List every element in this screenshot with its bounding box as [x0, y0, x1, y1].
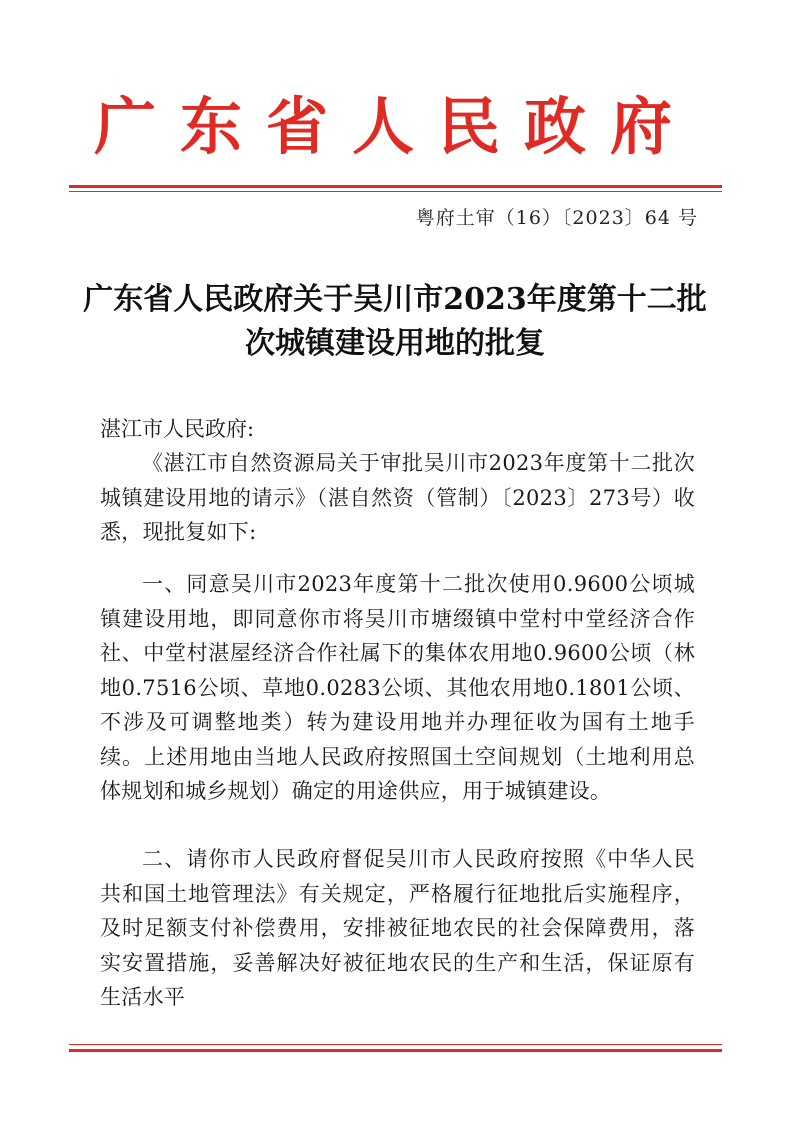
body-paragraph-1: 《湛江市自然资源局关于审批吴川市2023年度第十二批次城镇建设用地的请示》（湛自然资（管制）〔2023〕273号）收悉，现批复如下:	[100, 451, 695, 544]
salutation: 湛江市人民政府:	[100, 417, 255, 441]
footer-rule-thin	[69, 1044, 722, 1045]
document-title: 广东省人民政府关于吴川市2023年度第十二批次城镇建设用地的批复	[83, 282, 707, 361]
issuing-authority-header: 广东省人民政府	[93, 90, 696, 163]
header-rule-thick	[69, 185, 722, 188]
header-rule-thin	[69, 191, 722, 192]
document-number: 粤府土审（16）〔2023〕64 号	[415, 207, 698, 229]
footer-rule-thick	[69, 1049, 722, 1052]
body-paragraph-3: 二、请你市人民政府督促吴川市人民政府按照《中华人民共和国土地管理法》有关规定，严格履行征地批后实施程序，及时足额支付补偿费用，安排被征地农民的社会保障费用，落实安置措施，妥善解决好被征地农民的生产和生活，保证原有生活水平	[100, 847, 695, 1009]
body-paragraph-2: 一、同意吴川市2023年度第十二批次使用0.9600公顷城镇建设用地，即同意你市将吴川市塘缀镇中堂村中堂经济合作社、中堂村湛屋经济合作社属下的集体农用地0.9600公顷（林地0.7516公顷、草地0.0283公顷、其他农用地0.1801公顷、不涉及可调整地类）转为建设用地并办理征收为国有土地手续。上述用地由当地人民政府按照国土空间规划（土地利用总体规划和城乡规划）确定的用途供应，用于城镇建设。	[100, 572, 695, 803]
